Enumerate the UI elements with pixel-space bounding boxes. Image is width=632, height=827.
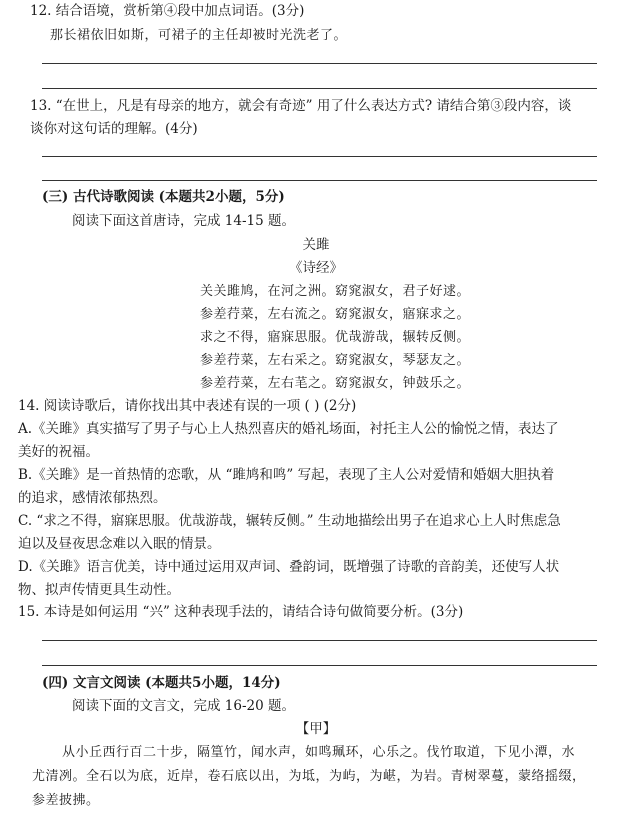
section3-heading: (三) 古代诗歌阅读 (本题共2小题，5分) — [42, 189, 285, 205]
answer-line — [42, 180, 597, 181]
q13-prompt-line2: 谈你对这句话的理解。(4分) — [30, 121, 198, 137]
q14-prompt: 14. 阅读诗歌后，请你找出其中表述有误的一项 ( ) (2分) — [18, 398, 357, 414]
section3-instruction: 阅读下面这首唐诗，完成 14-15 题。 — [72, 213, 296, 229]
q14-option-a-line2: 美好的祝福。 — [18, 444, 99, 460]
poem-line: 参差荇菜，左右芼之。窈窕淑女，钟鼓乐之。 — [200, 376, 471, 391]
poem-source: 《诗经》 — [289, 260, 343, 276]
passage-line: 尤清冽。全石以为底，近岸，卷石底以出，为坻，为屿，为嵁，为岩。青树翠蔓，蒙络摇缀， — [32, 769, 586, 784]
q14-option-d-line2: 物、拟声传情更具生动性。 — [18, 582, 180, 598]
answer-line — [42, 88, 597, 89]
passage-line: 从小丘西行百二十步，隔篁竹，闻水声，如鸣珮环，心乐之。伐竹取道，下见小潭，水 — [62, 745, 576, 760]
passage-label: 【甲】 — [295, 721, 337, 737]
q14-option-a-line1: A.《关雎》真实描写了男子与心上人热烈喜庆的婚礼场面，衬托主人公的愉悦之情，表达了 — [18, 421, 559, 437]
answer-line — [42, 63, 597, 64]
poem-title: 关雎 — [302, 237, 330, 253]
section4-heading: (四) 文言文阅读 (本题共5小题，14分) — [42, 675, 281, 691]
q12-prompt: 12. 结合语境，赏析第④段中加点词语。(3分) — [30, 3, 305, 19]
poem-line: 参差荇菜，左右流之。窈窕淑女，寤寐求之。 — [200, 307, 471, 322]
q14-option-c-line1: C. “求之不得，寤寐思服。优哉游哉，辗转反侧。” 生动地描绘出男子在追求心上人时焦虑急 — [18, 513, 561, 529]
poem-line: 关关雎鸠，在河之洲。窈窕淑女，君子好逑。 — [200, 284, 471, 299]
q15-prompt: 15. 本诗是如何运用 “兴” 这种表现手法的，请结合诗句做简要分析。(3分) — [18, 604, 464, 620]
passage-line: 参差披拂。 — [32, 793, 100, 808]
poem-line: 参差荇菜，左右采之。窈窕淑女，琴瑟友之。 — [200, 353, 471, 368]
q14-option-b-line1: B.《关雎》是一首热情的恋歌，从 “雎鸠和鸣” 写起，表现了主人公对爱情和婚姻大胆执着 — [18, 467, 555, 483]
q13-prompt-line1: 13. “在世上，凡是有母亲的地方，就会有奇迹” 用了什么表达方式? 请结合第③段内容，谈 — [30, 98, 572, 114]
q14-option-c-line2: 迫以及昼夜思念难以入眠的情景。 — [18, 536, 221, 552]
answer-line — [42, 665, 597, 666]
q14-option-b-line2: 的追求，感情浓郁热烈。 — [18, 490, 167, 506]
q14-option-d-line1: D.《关雎》语言优美，诗中通过运用双声词、叠韵词，既增强了诗歌的音韵美，还使写人状 — [18, 559, 560, 575]
section4-instruction: 阅读下面的文言文，完成 16-20 题。 — [72, 698, 296, 714]
q12-quote: 那长裙依旧如斯，可裙子的主任却被时光洗老了。 — [50, 28, 348, 43]
answer-line — [42, 156, 597, 157]
answer-line — [42, 640, 597, 641]
poem-line: 求之不得，寤寐思服。优哉游哉，辗转反侧。 — [200, 330, 471, 345]
